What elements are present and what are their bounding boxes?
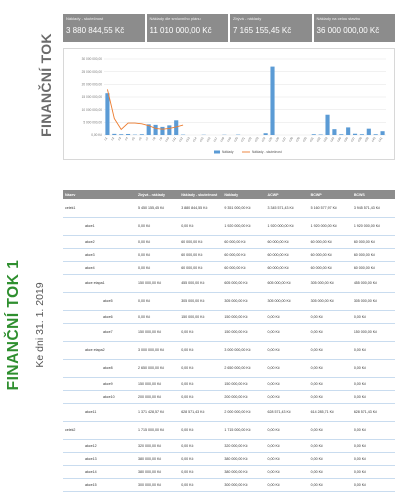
- value-cell: 60 000,00 Kč: [266, 248, 309, 261]
- x-tick-label: c16: [205, 136, 211, 143]
- kpi-value: 7 165 155,45 Kč: [233, 26, 309, 35]
- table-row: [63, 323, 395, 341]
- row-name-cell: akce etapa1: [63, 274, 136, 292]
- value-cell: 0,00 Kč: [309, 390, 352, 403]
- kpi-label: Zbývá - náklady: [233, 16, 309, 26]
- value-cell: 0,00 Kč: [266, 465, 309, 478]
- value-cell: 320 000,00 Kč: [222, 439, 265, 452]
- value-cell: 380 000,00 Kč: [136, 452, 179, 465]
- table-row: [63, 341, 395, 359]
- value-cell: 0,00 Kč: [309, 452, 352, 465]
- chart-bar: [119, 134, 123, 135]
- value-cell: 628 571,43 Kč: [179, 403, 222, 421]
- value-cell: 150 000,00 Kč: [222, 377, 265, 390]
- chart-bar: [380, 131, 384, 135]
- table-row: [63, 439, 395, 452]
- row-name-cell: akce12: [63, 439, 136, 452]
- x-tick-label: c36: [343, 136, 349, 143]
- col-header: BCWP: [309, 190, 352, 199]
- value-cell: 0,00 Kč: [179, 377, 222, 390]
- value-cell: 3 345 571,43 Kč: [266, 199, 309, 217]
- value-cell: 380 000,00 Kč: [222, 465, 265, 478]
- value-cell: 1 715 000,00 Kč: [136, 421, 179, 439]
- value-cell: 305 000,00 Kč: [222, 292, 265, 310]
- table-row: [63, 248, 395, 261]
- row-name-cell: celek1: [63, 199, 136, 217]
- value-cell: 0,00 Kč: [266, 478, 309, 491]
- value-cell: 2 650 000,00 Kč: [136, 359, 179, 377]
- chart-bar: [112, 134, 116, 135]
- chart-bar: [325, 115, 329, 135]
- value-cell: 1 920 000,00 Kč: [352, 217, 395, 235]
- kpi-value: 3 880 844,55 Kč: [66, 26, 142, 35]
- value-cell: 300 000,00 Kč: [222, 478, 265, 491]
- chart-bar: [367, 129, 371, 135]
- row-name-cell: akce6: [63, 310, 136, 323]
- cost-table: [63, 190, 395, 492]
- value-cell: 0,00 Kč: [266, 390, 309, 403]
- x-tick-label: c20: [233, 136, 239, 143]
- value-cell: 60 000,00 Kč: [352, 261, 395, 274]
- value-cell: 200 000,00 Kč: [136, 390, 179, 403]
- kpi-value: 36 000 000,00 Kč: [317, 26, 393, 35]
- value-cell: 0,00 Kč: [309, 359, 352, 377]
- value-cell: 0,00 Kč: [266, 439, 309, 452]
- chart-bar: [270, 67, 274, 135]
- table-row: [63, 465, 395, 478]
- value-cell: 0,00 Kč: [309, 310, 352, 323]
- x-tick-label: c39: [364, 136, 370, 143]
- value-cell: 60 000,00 Kč: [222, 248, 265, 261]
- col-header: BCWS: [352, 190, 395, 199]
- x-tick-label: c37: [350, 136, 356, 143]
- chart-bar: [140, 134, 144, 135]
- x-tick-label: c19: [226, 136, 232, 143]
- value-cell: 0,00 Kč: [309, 478, 352, 491]
- chart-bar: [353, 134, 357, 135]
- table-row: [63, 199, 395, 217]
- value-cell: 0,00 Kč: [352, 341, 395, 359]
- value-cell: 0,00 Kč: [352, 465, 395, 478]
- value-cell: 1 920 000,00 Kč: [309, 217, 352, 235]
- x-tick-label: c38: [357, 136, 363, 143]
- chart-bar: [346, 127, 350, 135]
- value-cell: 0,00 Kč: [266, 421, 309, 439]
- value-cell: 150 000,00 Kč: [222, 310, 265, 323]
- value-cell: 2 650 000,00 Kč: [222, 359, 265, 377]
- x-tick-label: c23: [254, 136, 260, 143]
- row-name-cell: akce3: [63, 248, 136, 261]
- row-name-cell: akce15: [63, 478, 136, 491]
- value-cell: 0,00 Kč: [136, 261, 179, 274]
- table-row: [63, 235, 395, 248]
- y-tick-label: 25 000 000,00: [82, 70, 103, 74]
- value-cell: 0,00 Kč: [352, 478, 395, 491]
- value-cell: 320 000,00 Kč: [136, 439, 179, 452]
- x-tick-label: c1: [103, 136, 108, 141]
- value-cell: 305 000,00 Kč: [179, 292, 222, 310]
- value-cell: 0,00 Kč: [179, 323, 222, 341]
- col-header: Náklady: [222, 190, 265, 199]
- value-cell: 60 000,00 Kč: [179, 248, 222, 261]
- kpi-costs-actual: [63, 14, 145, 42]
- value-cell: 0,00 Kč: [352, 359, 395, 377]
- row-name-cell: akce7: [63, 323, 136, 341]
- date-label: [28, 190, 52, 460]
- value-cell: 200 000,00 Kč: [222, 390, 265, 403]
- value-cell: 300 000,00 Kč: [136, 478, 179, 491]
- x-tick-label: c30: [302, 136, 308, 143]
- x-tick-label: c12: [178, 136, 184, 143]
- col-header: ACWP: [266, 190, 309, 199]
- col-header: Název: [63, 190, 136, 199]
- value-cell: 0,00 Kč: [179, 421, 222, 439]
- x-tick-label: c6: [138, 136, 143, 141]
- table-row: [63, 421, 395, 439]
- value-cell: 1 371 428,57 Kč: [136, 403, 179, 421]
- value-cell: 0,00 Kč: [179, 217, 222, 235]
- value-cell: 60 000,00 Kč: [352, 248, 395, 261]
- value-cell: 614 285,71 Kč: [309, 403, 352, 421]
- kpi-label: Náklady dle smluvního plánu: [150, 16, 226, 26]
- chart-bar: [374, 134, 378, 135]
- x-tick-label: c13: [185, 136, 191, 143]
- kpi-label: Náklady na celou stavbu: [317, 16, 393, 26]
- chart-bar: [160, 127, 164, 135]
- row-name-cell: akce2: [63, 235, 136, 248]
- chart-bar: [264, 133, 268, 135]
- value-cell: 60 000,00 Kč: [222, 261, 265, 274]
- value-cell: 455 000,00 Kč: [179, 274, 222, 292]
- value-cell: 0,00 Kč: [309, 439, 352, 452]
- table-row: [63, 292, 395, 310]
- value-cell: 1 715 000,00 Kč: [222, 421, 265, 439]
- value-cell: 0,00 Kč: [309, 323, 352, 341]
- x-tick-label: c15: [198, 136, 204, 143]
- value-cell: 0,00 Kč: [179, 465, 222, 478]
- value-cell: 0,00 Kč: [179, 390, 222, 403]
- value-cell: 60 000,00 Kč: [352, 235, 395, 248]
- value-cell: 0,00 Kč: [352, 421, 395, 439]
- kpi-label: Náklady - skutečnost: [66, 16, 142, 26]
- row-name-cell: akce4: [63, 261, 136, 274]
- value-cell: 150 000,00 Kč: [352, 323, 395, 341]
- value-cell: 0,00 Kč: [266, 341, 309, 359]
- row-name-cell: akce etapa2: [63, 341, 136, 359]
- value-cell: 0,00 Kč: [179, 341, 222, 359]
- table-row: [63, 478, 395, 491]
- row-name-cell: akce11: [63, 403, 136, 421]
- kpi-costs-total: [314, 14, 396, 42]
- x-tick-label: c18: [219, 136, 225, 143]
- table-row: [63, 377, 395, 390]
- x-tick-label: c33: [322, 136, 328, 143]
- value-cell: 0,00 Kč: [266, 377, 309, 390]
- chart-bar: [105, 93, 109, 135]
- cost-chart: [63, 48, 395, 160]
- value-cell: 0,00 Kč: [136, 235, 179, 248]
- value-cell: 150 000,00 Kč: [136, 323, 179, 341]
- y-tick-label: 20 000 000,00: [82, 83, 103, 87]
- date-label-text: Ke dni 31. 1. 2019: [34, 282, 46, 367]
- cost-chart-svg: [64, 49, 394, 159]
- value-cell: 60 000,00 Kč: [222, 235, 265, 248]
- chart-bar: [312, 134, 316, 135]
- table-row: [63, 274, 395, 292]
- value-cell: 605 000,00 Kč: [266, 274, 309, 292]
- value-cell: 0,00 Kč: [179, 439, 222, 452]
- x-tick-label: c14: [192, 136, 198, 143]
- chart-bar: [332, 129, 336, 135]
- value-cell: 0,00 Kč: [136, 310, 179, 323]
- table-row: [63, 217, 395, 235]
- value-cell: 9 351 000,00 Kč: [222, 199, 265, 217]
- x-tick-label: c34: [329, 136, 335, 143]
- x-tick-label: c21: [240, 136, 246, 143]
- x-tick-label: c9: [158, 136, 163, 141]
- row-name-cell: akce14: [63, 465, 136, 478]
- value-cell: 0,00 Kč: [136, 217, 179, 235]
- x-tick-label: c41: [377, 136, 383, 143]
- value-cell: 3 000 000,00 Kč: [136, 341, 179, 359]
- col-header: Náklady - skutečnost: [179, 190, 222, 199]
- x-tick-label: c27: [281, 136, 287, 143]
- chart-bar: [360, 134, 364, 135]
- y-tick-label: 5 000 000,00: [83, 121, 102, 125]
- kpi-costs-planned: [147, 14, 229, 42]
- value-cell: 305 000,00 Kč: [352, 292, 395, 310]
- value-cell: 60 000,00 Kč: [266, 235, 309, 248]
- x-tick-label: c29: [295, 136, 301, 143]
- y-tick-label: 0,00 Kč: [91, 133, 102, 137]
- x-tick-label: c22: [247, 136, 253, 143]
- legend-swatch-bar: [214, 151, 220, 154]
- y-tick-label: 10 000 000,00: [82, 108, 103, 112]
- x-tick-label: c5: [131, 136, 136, 141]
- value-cell: 0,00 Kč: [179, 452, 222, 465]
- chart-bar: [319, 134, 323, 135]
- kpi-value: 11 010 000,00 Kč: [150, 26, 226, 35]
- x-tick-label: c10: [164, 136, 170, 143]
- chart-line-series: [107, 89, 183, 129]
- table-row: [63, 452, 395, 465]
- x-tick-label: c24: [260, 136, 266, 143]
- row-name-cell: akce13: [63, 452, 136, 465]
- value-cell: 150 000,00 Kč: [222, 323, 265, 341]
- value-cell: 0,00 Kč: [352, 377, 395, 390]
- value-cell: 60 000,00 Kč: [179, 235, 222, 248]
- main-title-text: FINANČNÍ TOK 1: [5, 260, 23, 391]
- x-tick-label: c31: [309, 136, 315, 143]
- x-tick-label: c32: [315, 136, 321, 143]
- value-cell: 0,00 Kč: [352, 439, 395, 452]
- kpi-costs-remaining: [230, 14, 312, 42]
- value-cell: 0,00 Kč: [179, 359, 222, 377]
- legend-label: Náklady: [222, 150, 234, 154]
- value-cell: 5 450 155,45 Kč: [136, 199, 179, 217]
- x-tick-label: c3: [117, 136, 122, 141]
- row-name-cell: akce10: [63, 390, 136, 403]
- value-cell: 60 000,00 Kč: [309, 261, 352, 274]
- value-cell: 1 920 000,00 Kč: [222, 217, 265, 235]
- x-tick-label: c26: [274, 136, 280, 143]
- row-name-cell: celek2: [63, 421, 136, 439]
- x-tick-label: c40: [370, 136, 376, 143]
- section-title-text: FINANČNÍ TOK: [38, 33, 54, 137]
- value-cell: 0,00 Kč: [352, 452, 395, 465]
- value-cell: 0,00 Kč: [352, 310, 395, 323]
- chart-bar: [339, 134, 343, 135]
- value-cell: 0,00 Kč: [266, 359, 309, 377]
- x-tick-label: c2: [110, 136, 115, 141]
- value-cell: 605 000,00 Kč: [222, 274, 265, 292]
- kpi-strip: [63, 14, 395, 42]
- chart-bar: [154, 125, 158, 135]
- table-row: [63, 310, 395, 323]
- value-cell: 0,00 Kč: [266, 310, 309, 323]
- value-cell: 150 000,00 Kč: [136, 274, 179, 292]
- value-cell: 305 000,00 Kč: [309, 274, 352, 292]
- x-tick-label: c17: [212, 136, 218, 143]
- table-row: [63, 359, 395, 377]
- row-name-cell: akce8: [63, 359, 136, 377]
- row-name-cell: akce1: [63, 217, 136, 235]
- chart-bar: [126, 134, 130, 135]
- value-cell: 0,00 Kč: [266, 452, 309, 465]
- value-cell: 0,00 Kč: [309, 377, 352, 390]
- value-cell: 0,00 Kč: [309, 341, 352, 359]
- table-header-row: [63, 190, 395, 199]
- value-cell: 3 880 844,55 Kč: [179, 199, 222, 217]
- legend-label: Náklady - skutečnost: [252, 150, 282, 154]
- main-title: [0, 190, 28, 460]
- value-cell: 3 945 571,43 Kč: [352, 199, 395, 217]
- x-tick-label: c11: [171, 136, 177, 142]
- x-tick-label: c28: [288, 136, 294, 143]
- value-cell: 380 000,00 Kč: [136, 465, 179, 478]
- row-name-cell: akce9: [63, 377, 136, 390]
- value-cell: 628 571,43 Kč: [352, 403, 395, 421]
- value-cell: 2 000 000,00 Kč: [222, 403, 265, 421]
- value-cell: 3 000 000,00 Kč: [222, 341, 265, 359]
- x-tick-label: c7: [144, 136, 149, 141]
- y-tick-label: 30 000 000,00: [82, 57, 103, 61]
- value-cell: 380 000,00 Kč: [222, 452, 265, 465]
- x-tick-label: c8: [151, 136, 156, 141]
- value-cell: 305 000,00 Kč: [266, 292, 309, 310]
- value-cell: 628 571,43 Kč: [266, 403, 309, 421]
- x-tick-label: c25: [267, 136, 273, 143]
- x-tick-label: c35: [336, 136, 342, 143]
- value-cell: 150 000,00 Kč: [179, 310, 222, 323]
- value-cell: 0,00 Kč: [136, 292, 179, 310]
- value-cell: 150 000,00 Kč: [136, 377, 179, 390]
- value-cell: 5 160 577,97 Kč: [309, 199, 352, 217]
- row-name-cell: akce5: [63, 292, 136, 310]
- table-row: [63, 261, 395, 274]
- chart-bar: [167, 125, 171, 135]
- value-cell: 0,00 Kč: [179, 478, 222, 491]
- value-cell: 60 000,00 Kč: [309, 235, 352, 248]
- section-title: [34, 10, 58, 160]
- table-row: [63, 403, 395, 421]
- value-cell: 0,00 Kč: [136, 248, 179, 261]
- value-cell: 60 000,00 Kč: [179, 261, 222, 274]
- x-tick-label: c4: [124, 136, 129, 141]
- value-cell: 0,00 Kč: [266, 323, 309, 341]
- value-cell: 0,00 Kč: [309, 421, 352, 439]
- value-cell: 60 000,00 Kč: [266, 261, 309, 274]
- value-cell: 60 000,00 Kč: [309, 248, 352, 261]
- value-cell: 1 920 000,00 Kč: [266, 217, 309, 235]
- y-tick-label: 15 000 000,00: [82, 95, 103, 99]
- col-header: Zbývá - náklady: [136, 190, 179, 199]
- value-cell: 455 000,00 Kč: [352, 274, 395, 292]
- value-cell: 0,00 Kč: [309, 465, 352, 478]
- value-cell: 0,00 Kč: [352, 390, 395, 403]
- value-cell: 305 000,00 Kč: [309, 292, 352, 310]
- table-row: [63, 390, 395, 403]
